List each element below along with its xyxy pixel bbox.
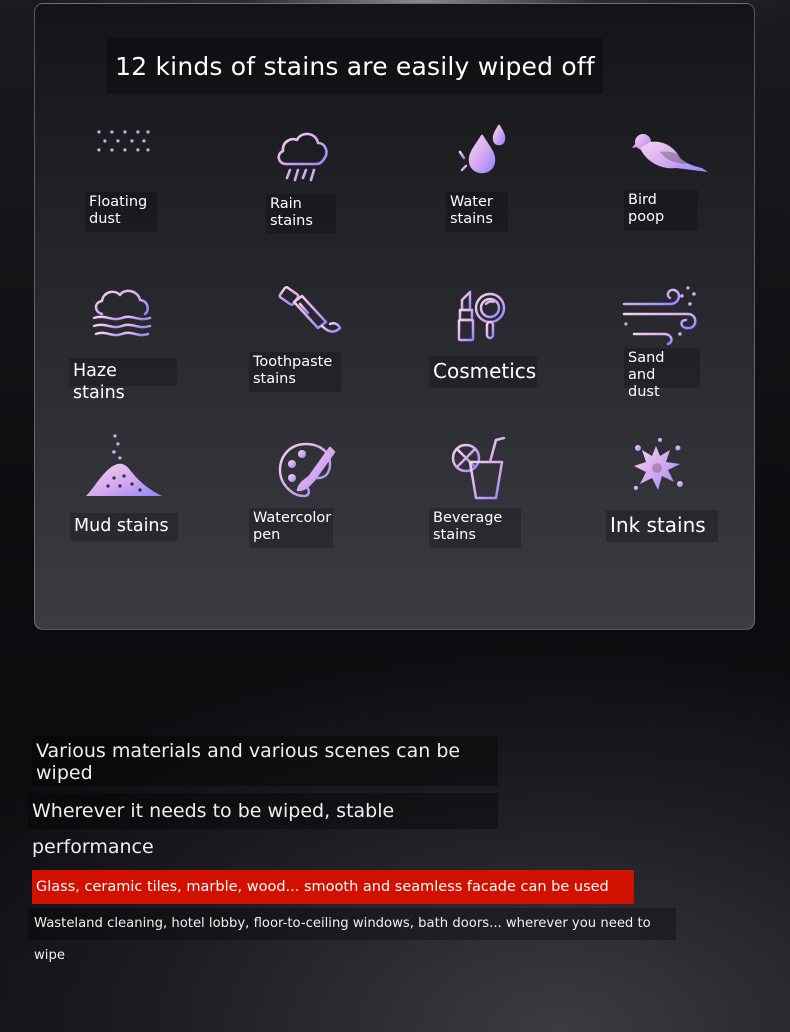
stain-label-ink: Ink stains bbox=[606, 510, 718, 542]
stain-label-cosmetics: Cosmetics bbox=[429, 356, 537, 388]
lipstick-mirror-icon bbox=[456, 288, 508, 342]
toothpaste-tube-icon bbox=[278, 284, 344, 338]
haze-cloud-icon bbox=[92, 288, 152, 342]
stain-label-beverage: Beverage stains bbox=[429, 508, 521, 548]
subtitle-materials: Various materials and various scenes can be wiped bbox=[32, 736, 498, 786]
stain-label-floating-dust: Floating dust bbox=[85, 192, 157, 232]
stain-label-bird-poop: Bird poop bbox=[624, 190, 698, 230]
rain-cloud-icon bbox=[274, 128, 330, 184]
stain-label-water: Water stains bbox=[446, 192, 508, 232]
stain-label-rain: Rain stains bbox=[266, 194, 336, 234]
stain-label-toothpaste: Toothpaste stains bbox=[249, 352, 341, 392]
highlight-surfaces-banner: Glass, ceramic tiles, marble, wood... smooth and seamless facade can be used bbox=[32, 870, 634, 904]
stain-label-sand-dust: Sand and dust bbox=[624, 348, 700, 388]
stain-label-haze: Haze stains bbox=[69, 358, 177, 386]
paint-palette-icon bbox=[278, 440, 336, 498]
subtitle-performance: Wherever it needs to be wiped, stable performance bbox=[28, 793, 498, 829]
wind-icon bbox=[620, 284, 700, 346]
bird-icon bbox=[632, 132, 710, 176]
ink-splash-icon bbox=[630, 436, 684, 494]
water-drops-icon bbox=[452, 122, 512, 180]
panel-title: 12 kinds of stains are easily wiped off bbox=[107, 38, 603, 94]
stain-label-watercolor: Watercolor pen bbox=[249, 508, 333, 548]
subtitle-scenes: Wasteland cleaning, hotel lobby, floor-to-ceiling windows, bath doors... wherever you need to wipe bbox=[28, 908, 676, 940]
mud-pile-icon bbox=[84, 432, 164, 498]
floating-dust-icon bbox=[94, 128, 152, 180]
beverage-cup-icon bbox=[450, 434, 510, 502]
stain-label-mud: Mud stains bbox=[70, 513, 178, 541]
